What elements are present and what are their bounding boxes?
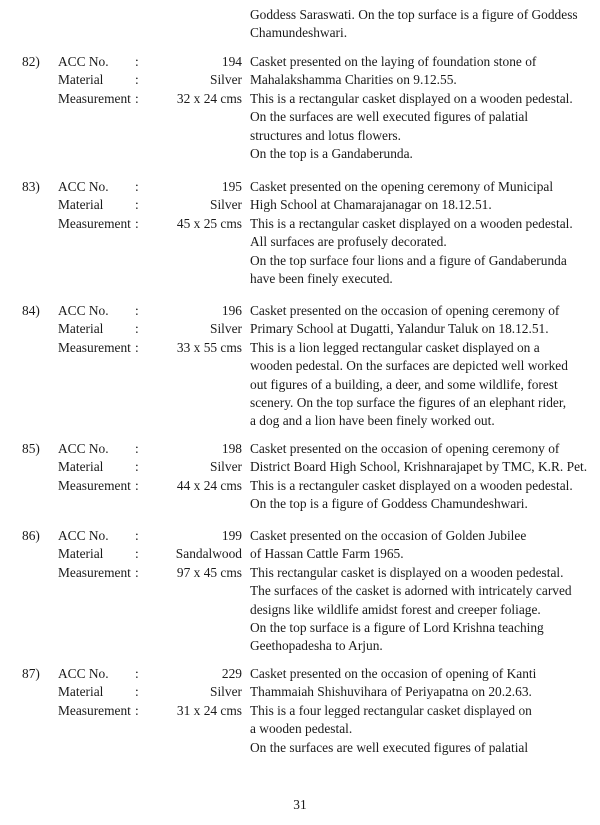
description-line: Thammaiah Shishuvihara of Periyapatna on 20.2.63. xyxy=(250,684,532,700)
description-line: This is a rectanguler casket displayed on a wooden pedestal. xyxy=(250,477,573,493)
material-label: Material xyxy=(58,72,104,88)
material-label: Material xyxy=(58,459,104,475)
description-line: Mahalakshamma Charities on 9.12.55. xyxy=(250,72,457,88)
description-line: Primary School at Dugatti, Yalandur Taluk on 18.12.51. xyxy=(250,321,549,337)
description-line: a dog and a lion have been finely worked out. xyxy=(250,413,495,429)
description-line: Geethopadesha to Arjun. xyxy=(250,638,383,654)
colon: : xyxy=(135,459,139,475)
acc-no-value: 229 xyxy=(221,666,242,681)
colon: : xyxy=(135,303,139,318)
field-values xyxy=(136,440,242,495)
description-line: have been finely executed. xyxy=(250,271,393,287)
description-line: On the top is a figure of Goddess Chamundeshwari. xyxy=(250,496,528,512)
description-line: designs like wildlife amidst forest and creeper foliage. xyxy=(250,601,541,617)
entry-number: 85) xyxy=(22,441,40,456)
acc-no-value: 199 xyxy=(221,528,242,543)
continuation-line: Chamundeshwari. xyxy=(250,25,348,41)
entry-number: 83) xyxy=(22,179,40,194)
description-line: Casket presented on the occasion of opening ceremony of xyxy=(250,303,560,318)
material-label: Material xyxy=(58,197,104,213)
field-labels xyxy=(58,178,143,233)
field-values xyxy=(136,302,242,357)
field-labels xyxy=(58,440,143,495)
entry-description xyxy=(250,440,590,514)
acc-no-value: 198 xyxy=(221,441,242,456)
continuation-line: Goddess Saraswati. On the top surface is a figure of Goddess xyxy=(250,7,578,22)
acc-no-label: ACC No. xyxy=(58,528,109,543)
acc-no-value: 194 xyxy=(221,54,242,69)
colon: : xyxy=(135,197,139,213)
field-values xyxy=(136,665,242,720)
measurement-label: Measurement xyxy=(58,90,131,106)
entry-description xyxy=(250,178,590,288)
acc-no-label: ACC No. xyxy=(58,179,109,194)
measurement-value: 33 x 55 cms xyxy=(176,339,242,355)
colon: : xyxy=(135,702,139,718)
colon: : xyxy=(135,564,139,580)
measurement-value: 32 x 24 cms xyxy=(176,90,242,106)
measurement-value: 31 x 24 cms xyxy=(176,702,242,718)
entry-description xyxy=(250,53,590,163)
description-line: On the top is a Gandaberunda. xyxy=(250,146,413,162)
description-line: On the top surface four lions and a figure of Gandaberunda xyxy=(250,252,567,268)
description-line: On the top surface is a figure of Lord Krishna teaching xyxy=(250,620,544,636)
material-value: Silver xyxy=(210,197,242,213)
description-line: This is a rectangular casket displayed on a wooden pedestal. xyxy=(250,215,573,231)
description-line: High School at Chamarajanagar on 18.12.51. xyxy=(250,197,492,213)
measurement-value: 44 x 24 cms xyxy=(176,477,242,493)
description-line: Casket presented on the occasion of opening of Kanti xyxy=(250,666,537,681)
colon: : xyxy=(135,339,139,355)
field-labels xyxy=(58,53,143,108)
field-values xyxy=(136,527,242,582)
field-labels xyxy=(58,302,143,357)
colon: : xyxy=(135,684,139,700)
description-line: This rectangular casket is displayed on a wooden pedestal. xyxy=(250,564,564,580)
measurement-value: 97 x 45 cms xyxy=(176,564,242,580)
colon: : xyxy=(135,441,139,456)
description-line: On the surfaces are well executed figures of palatial xyxy=(250,109,529,125)
acc-no-value: 195 xyxy=(221,179,242,194)
description-line: All surfaces are profusely decorated. xyxy=(250,234,447,250)
description-line: This is a lion legged rectangular casket displayed on a xyxy=(250,339,540,355)
entry-number: 84) xyxy=(22,303,40,318)
measurement-label: Measurement xyxy=(58,702,131,718)
entry-description xyxy=(250,527,590,656)
acc-no-label: ACC No. xyxy=(58,54,109,69)
colon: : xyxy=(135,72,139,88)
description-line: This is a rectangular casket displayed on a wooden pedestal. xyxy=(250,90,573,106)
field-values xyxy=(136,53,242,108)
material-label: Material xyxy=(58,684,104,700)
colon: : xyxy=(135,528,139,543)
entry-description xyxy=(250,302,590,431)
colon: : xyxy=(135,179,139,194)
description-line: wooden pedestal. On the surfaces are depicted well worked xyxy=(250,358,568,374)
description-line: Casket presented on the opening ceremony of Municipal xyxy=(250,179,554,194)
colon: : xyxy=(135,54,139,69)
measurement-label: Measurement xyxy=(58,477,131,493)
entry-number: 86) xyxy=(22,528,40,543)
colon: : xyxy=(135,666,139,681)
acc-no-label: ACC No. xyxy=(58,441,109,456)
material-value: Sandalwood xyxy=(175,546,242,562)
entry-number: 87) xyxy=(22,666,40,681)
description-line: Casket presented on the occasion of Golden Jubilee xyxy=(250,528,527,543)
description-line: out figures of a building, a deer, and some wildlife, forest xyxy=(250,376,558,392)
material-value: Silver xyxy=(210,321,242,337)
description-line: scenery. On the top surface the figures of an elephant rider, xyxy=(250,395,567,411)
entry-description xyxy=(250,665,590,757)
colon: : xyxy=(135,90,139,106)
measurement-label: Measurement xyxy=(58,339,131,355)
material-label: Material xyxy=(58,546,104,562)
material-value: Silver xyxy=(210,459,242,475)
description-line: District Board High School, Krishnarajapet by TMC, K.R. Pet. xyxy=(250,459,588,475)
description-line: This is a four legged rectangular casket displayed on xyxy=(250,702,532,718)
continuation-text xyxy=(250,6,590,43)
colon: : xyxy=(135,477,139,493)
acc-no-label: ACC No. xyxy=(58,303,109,318)
acc-no-label: ACC No. xyxy=(58,666,109,681)
entry-number: 82) xyxy=(22,54,40,69)
page-number: 31 xyxy=(293,797,307,812)
colon: : xyxy=(135,546,139,562)
acc-no-value: 196 xyxy=(221,303,242,318)
measurement-value: 45 x 25 cms xyxy=(176,215,242,231)
description-line: The surfaces of the casket is adorned with intricately carved xyxy=(250,583,572,599)
description-line: a wooden pedestal. xyxy=(250,721,353,737)
description-line: On the surfaces are well executed figures of palatial xyxy=(250,739,529,755)
colon: : xyxy=(135,215,139,231)
measurement-label: Measurement xyxy=(58,564,131,580)
material-value: Silver xyxy=(210,72,242,88)
description-line: Casket presented on the occasion of opening ceremony of xyxy=(250,441,560,456)
description-line: of Hassan Cattle Farm 1965. xyxy=(250,546,404,562)
description-line: structures and lotus flowers. xyxy=(250,127,401,143)
measurement-label: Measurement xyxy=(58,215,131,231)
colon: : xyxy=(135,321,139,337)
field-values xyxy=(136,178,242,233)
material-label: Material xyxy=(58,321,104,337)
field-labels xyxy=(58,527,143,582)
field-labels xyxy=(58,665,143,720)
description-line: Casket presented on the laying of foundation stone of xyxy=(250,54,537,69)
material-value: Silver xyxy=(210,684,242,700)
